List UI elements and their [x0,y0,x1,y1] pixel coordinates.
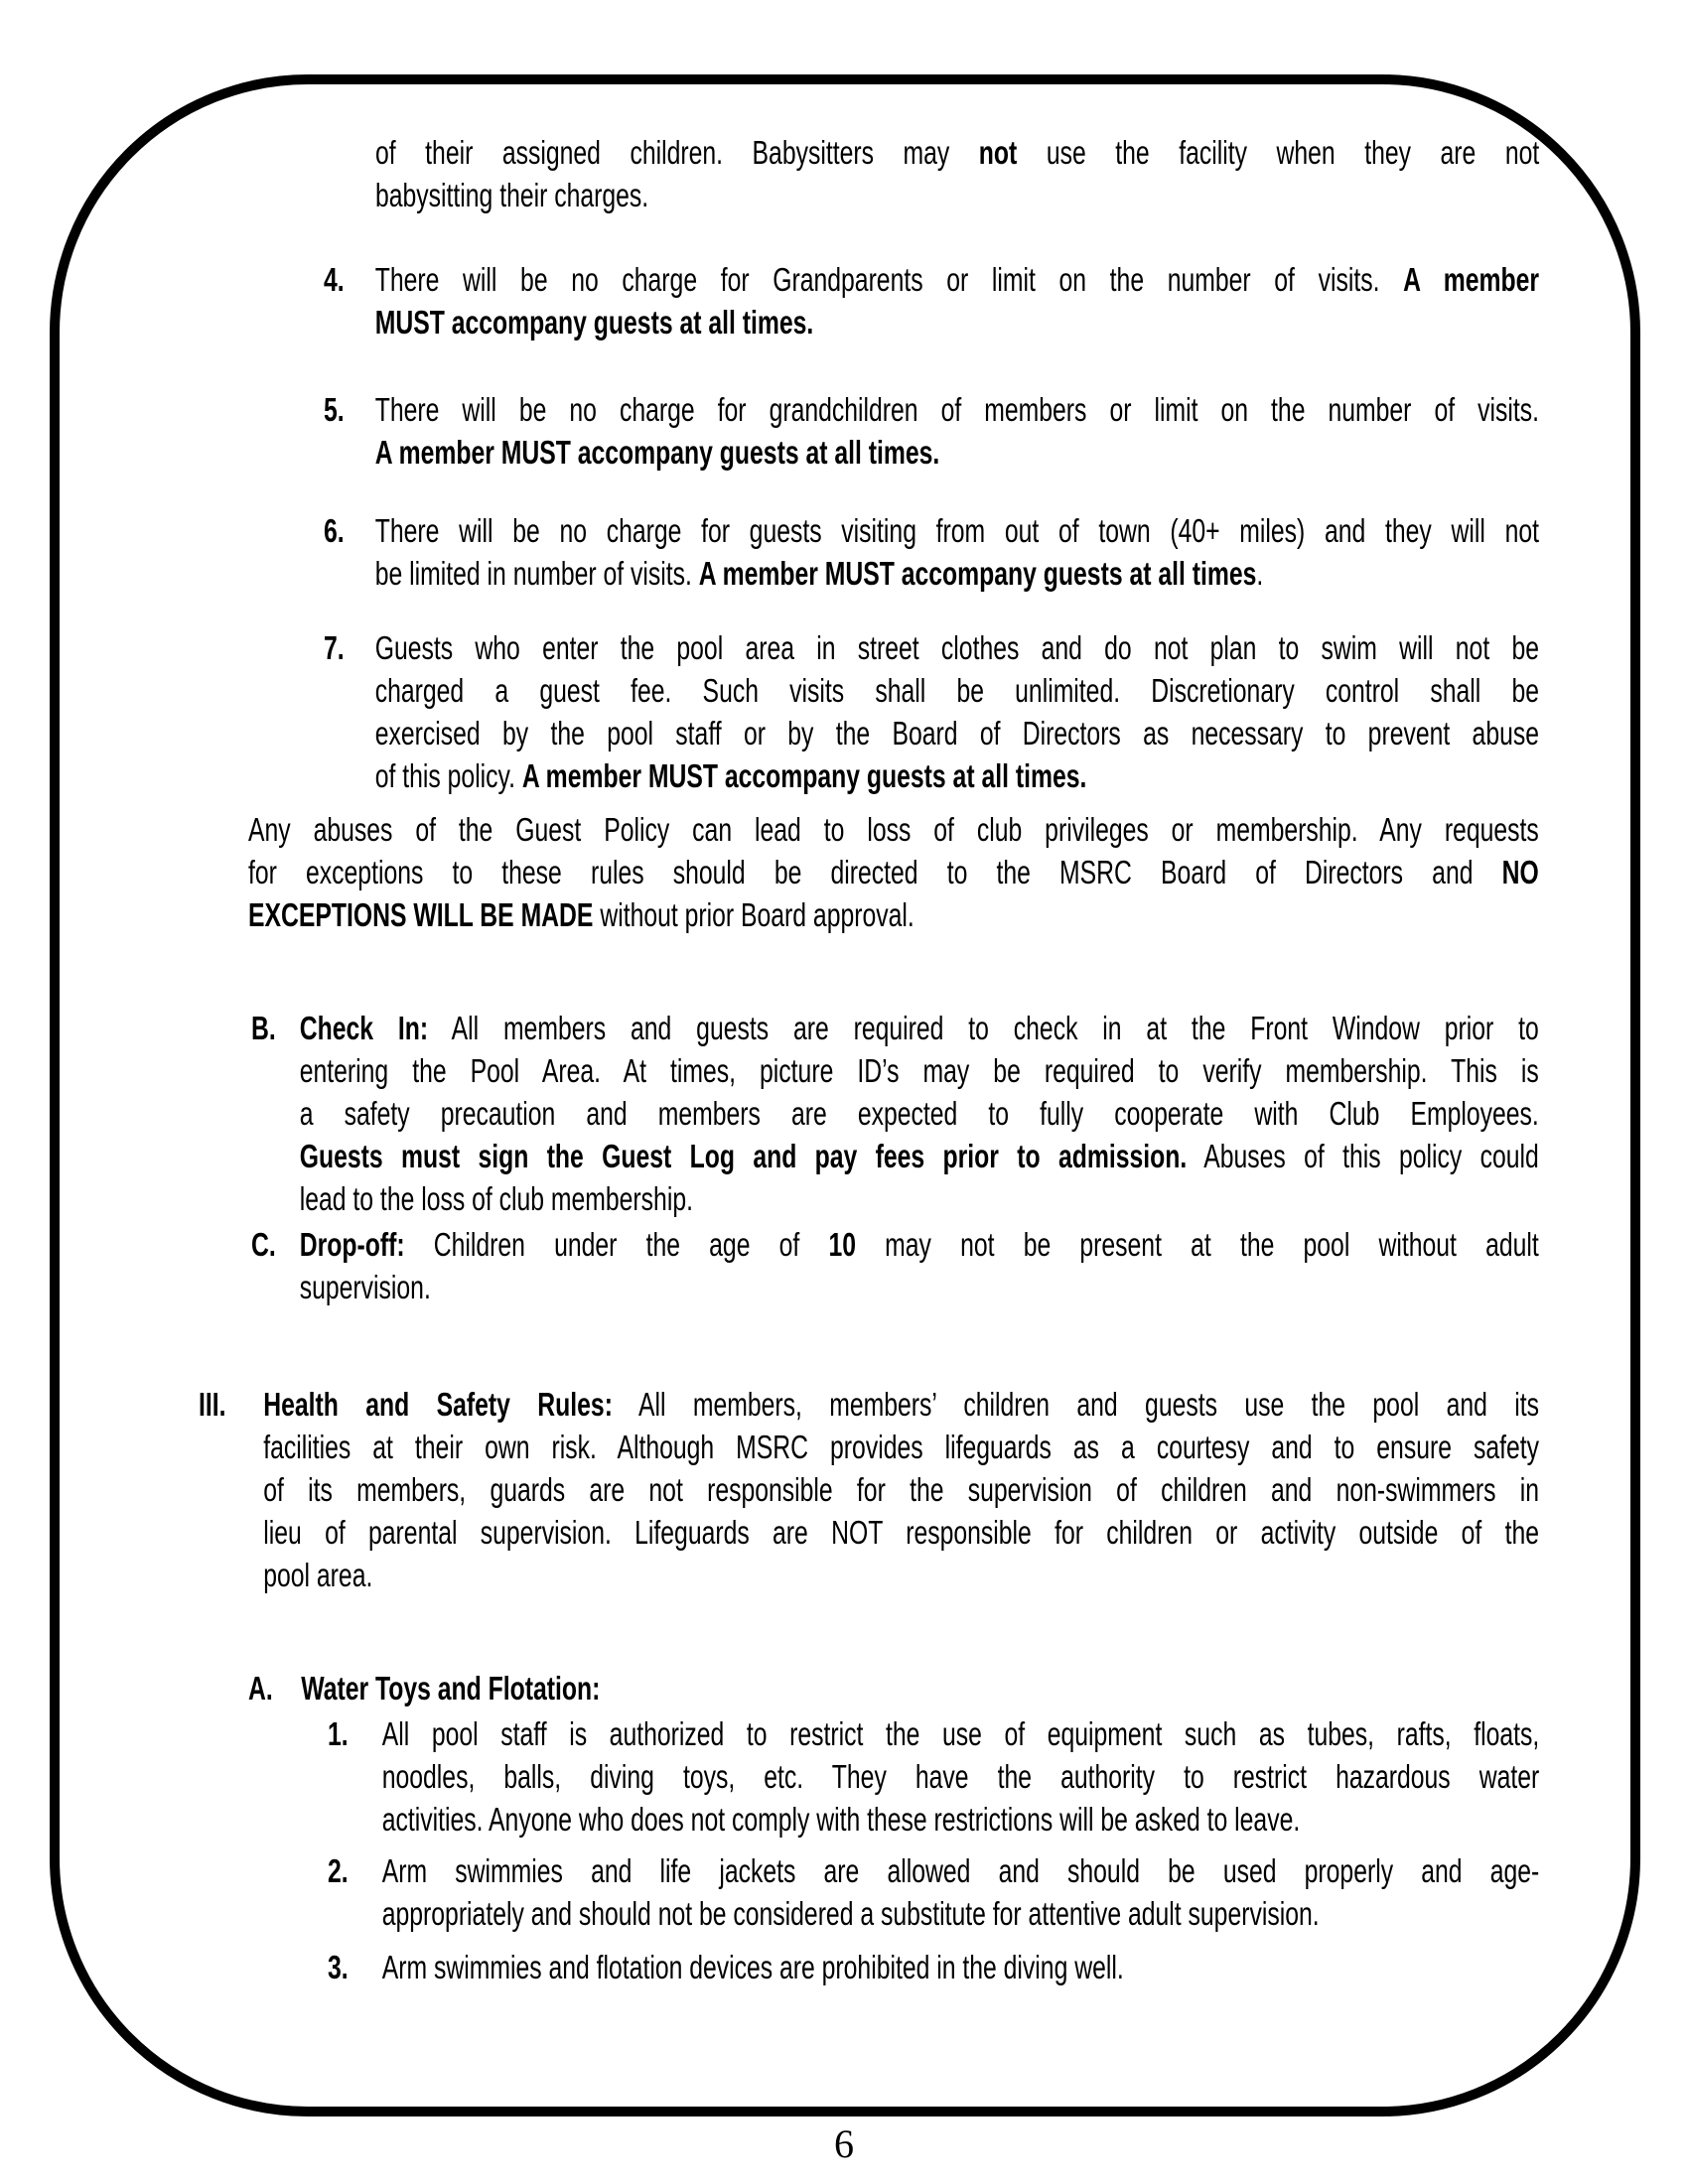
para-guest-policy-note [248,808,1539,936]
text-line: MUST accompany guests at all times. [374,304,814,341]
paragraph-text [375,626,1539,797]
list-marker: III. [199,1386,226,1423]
text-line: facilities at their own risk. Although MSRC provides lifeguards as a courtesy and to ensure safety [263,1429,1539,1465]
text-line: There will be no charge for Grandparents or limit on the number of visits. A member [374,261,1539,298]
text-line: There will be no charge for grandchildren of members or limit on the number of visits. [374,391,1539,428]
text-line: charged a guest fee. Such visits shall be unlimited. Discretionary control shall be [374,672,1539,709]
text-line: Arm swimmies and life jackets are allowed and should be used properly and age- [381,1852,1540,1889]
text-line: Health and Safety Rules: All members, members’ children and guests use the pool and its [263,1386,1540,1423]
list-item-c-drop-off [251,1223,1539,1308]
paragraph-text [382,1946,1540,1988]
text-line: All pool staff is authorized to restrict the use of equipment such as tubes, rafts, floats, [381,1715,1540,1752]
text-line: pool area. [263,1557,373,1593]
list-item-a-water-toys [248,1667,1539,1709]
text-line: lieu of parental supervision. Lifeguards are NOT responsible for children or activity outside of the [263,1514,1539,1551]
list-marker: 1. [328,1715,349,1752]
section-iii-health-safety [199,1383,1539,1596]
text-line: Guests who enter the pool area in street clothes and do not plan to swim will not be [374,629,1539,666]
text-line: noodles, balls, diving toys, etc. They have the authority to restrict hazardous water [381,1758,1540,1795]
paragraph-text [375,388,1539,474]
page-number: 6 [834,2121,854,2166]
paragraph-text [301,1667,1539,1709]
text-line: lead to the loss of club membership. [299,1180,693,1217]
list-item-4 [324,258,1539,343]
list-item-b-check-in [251,1007,1539,1220]
list-item-7 [324,626,1539,797]
paragraph-text [300,1007,1539,1220]
text-line: Arm swimmies and flotation devices are prohibited in the diving well. [381,1949,1124,1985]
paragraph-text [382,1849,1540,1935]
text-line: a safety precaution and members are expected to fully cooperate with Club Employees. [299,1095,1539,1132]
text-line: Drop-off: Children under the age of 10 may not be present at the pool without adult [299,1226,1539,1263]
text-line: Check In: All members and guests are required to check in at the Front Window prior to [299,1010,1539,1046]
paragraph-text [375,258,1539,343]
text-line: There will be no charge for guests visiting from out of town (40+ miles) and they will not [374,512,1539,549]
text-line: for exceptions to these rules should be directed to the MSRC Board of Directors and NO [248,854,1539,890]
text-line: be limited in number of visits. A member MUST accompany guests at all times. [374,555,1264,592]
text-line: Water Toys and Flotation: [301,1670,601,1706]
paragraph-text [375,131,1539,216]
paragraph-text [375,509,1539,595]
text-line: A member MUST accompany guests at all times. [374,434,940,471]
sub-item-3 [328,1946,1539,1988]
text-line: of this policy. A member MUST accompany guests at all times. [374,757,1087,794]
list-marker: 7. [324,629,345,666]
list-marker: 4. [324,261,345,298]
list-marker: A. [248,1670,273,1706]
sub-item-1 [328,1712,1539,1841]
text-line: entering the Pool Area. At times, picture ID’s may be required to verify membership. This is [299,1052,1539,1089]
text-line: Any abuses of the Guest Policy can lead to loss of club privileges or membership. Any requests [248,811,1539,848]
text-line: appropriately and should not be considered a substitute for attentive adult supervision. [381,1895,1320,1932]
document-content [59,83,1631,1988]
para-babysitter-continuation [375,131,1539,216]
list-marker: 6. [324,512,345,549]
list-marker: 2. [328,1852,349,1889]
sub-item-2 [328,1849,1539,1935]
text-line: supervision. [299,1269,431,1305]
text-line: activities. Anyone who does not comply with these restrictions will be asked to leave. [381,1801,1301,1838]
paragraph-text [300,1223,1539,1308]
text-line: EXCEPTIONS WILL BE MADE without prior Board approval. [248,896,914,933]
text-line: of its members, guards are not responsible for the supervision of children and non-swimmers in [263,1471,1539,1508]
list-marker: C. [251,1226,276,1263]
paragraph-text [382,1712,1540,1841]
text-line: Guests must sign the Guest Log and pay fees prior to admission. Abuses of this policy could [299,1138,1539,1174]
list-marker: 3. [328,1949,349,1985]
text-line: of their assigned children. Babysitters may not use the facility when they are not [375,134,1540,171]
text-line: babysitting their charges. [375,177,649,213]
list-item-5 [324,388,1539,474]
list-marker: 5. [324,391,345,428]
list-marker: B. [251,1010,276,1046]
paragraph-text [263,1383,1539,1596]
text-line: exercised by the pool staff or by the Board of Directors as necessary to prevent abuse [374,715,1539,751]
paragraph-text [248,808,1539,936]
list-item-6 [324,509,1539,595]
